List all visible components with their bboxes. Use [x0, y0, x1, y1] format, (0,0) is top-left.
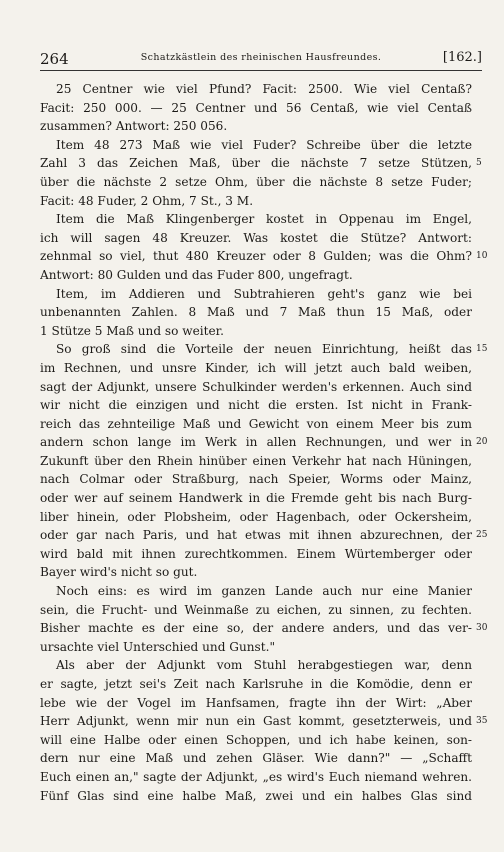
text-line: reich das zehnteilige Maß und Gewicht von einem Meer bis zum [40, 416, 472, 431]
text-line: dern nur eine Maß und zehen Gläser. Wie dann?" — „Schafft [40, 751, 472, 766]
text-line: wird bald mit ihnen zurechtkommen. Einem Würtemberger oder [40, 546, 472, 561]
text-line: zusammen? Antwort: 250 056. [40, 119, 228, 134]
text-line: sagt der Adjunkt, unsere Schulkinder werden's erkennen. Auch sind [40, 379, 472, 394]
running-header [40, 50, 482, 71]
text-line: er sagte, jetzt sei's Zeit nach Karlsruhe in die Komödie, denn er [40, 677, 472, 691]
text-line: im Rechnen, und unsre Kinder, ich will jetzt auch bald weiben, [40, 360, 472, 375]
text-line: Facit: 48 Fuder, 2 Ohm, 7 St., 3 M. [40, 193, 254, 208]
text-line: liber hinein, oder Plobsheim, oder Hagenbach, oder Ockersheim, [40, 509, 472, 524]
text-line: Als aber der Adjunkt vom Stuhl herabgestiegen war, denn [56, 658, 472, 673]
text-line: ursachte viel Unterschied und Gunst." [40, 639, 276, 654]
page-number: 264 [40, 50, 69, 68]
margin-line-number: 35 [476, 716, 488, 727]
text-line: 1 Stütze 5 Maß und so weiter. [40, 323, 224, 338]
text-line: Euch einen an," sagte der Adjunkt, „es wird's Euch niemand wehren. [40, 769, 472, 784]
text-line: ich will sagen 48 Kreuzer. Was kostet die Stütze? Antwort: [40, 230, 472, 245]
text-line: oder wer auf seinem Handwerk in die Fremde geht bis nach Burg- [40, 491, 472, 506]
margin-line-number: 10 [476, 251, 488, 262]
margin-line-number: 20 [476, 437, 488, 448]
margin-line-number: 30 [476, 623, 488, 634]
text-line: zehnmal so viel, thut 480 Kreuzer oder 8 Gulden; was die Ohm? [40, 249, 472, 264]
text-line: andern schon lange im Werk in allen Rechnungen, und wer in [40, 435, 472, 450]
text-line: unbenannten Zahlen. 8 Maß und 7 Maß thun 15 Maß, oder [40, 305, 472, 320]
text-line: Bayer wird's nicht so gut. [40, 565, 198, 580]
text-line: will eine Halbe oder einen Schoppen, und ich habe keinen, son- [40, 732, 472, 747]
text-line: So groß sind die Vorteile der neuen Einrichtung, heißt das [56, 342, 472, 357]
text-line: oder gar nach Paris, und hat etwas mit ihnen abzurechnen, der [40, 528, 472, 543]
text-line: Item 48 273 Maß wie viel Fuder? Schreibe über die letzte [56, 137, 472, 152]
text-line: Item, im Addieren und Subtrahieren geht's ganz wie bei [56, 286, 472, 301]
text-line: Facit: 250 000. — 25 Centner und 56 Centaß, wie viel Centaß [40, 100, 472, 115]
text-line: Zahl 3 das Zeichen Maß, über die nächste 7 setze Stützen, [40, 156, 472, 171]
running-title: Schatzkästlein des rheinischen Hausfreundes. [140, 52, 382, 63]
margin-line-number: 15 [476, 344, 488, 355]
text-line: wir nicht die einzigen und nicht die ersten. Ist nicht in Frank- [40, 398, 472, 413]
section-number: [162.] [442, 50, 482, 65]
text-line: lebe wie der Vogel im Hanfsamen, fragte ihn der Wirt: „Aber [40, 695, 472, 710]
body-text [40, 80, 472, 805]
text-line: Bisher machte es der eine so, der andere anders, und das ver- [40, 621, 472, 636]
text-line: nach Colmar oder Straßburg, nach Speier, Worms oder Mainz, [40, 472, 472, 487]
text-line: Herr Adjunkt, wenn mir nun ein Gast kommt, gesetzterweis, und [40, 714, 472, 729]
text-line: Fünf Glas sind eine halbe Maß, zwei und ein halbes Glas sind [40, 788, 472, 803]
text-line: Zukunft über den Rhein hinüber einen Verkehr hat nach Hüningen, [40, 453, 472, 468]
text-line: 25 Centner wie viel Pfund? Facit: 2500. Wie viel Centaß? [56, 82, 472, 96]
text-line: sein, die Frucht- und Weinmaße zu eichen, zu sinnen, zu fechten. [40, 602, 472, 617]
text-line: Antwort: 80 Gulden und das Fuder 800, ungefragt. [40, 267, 353, 282]
text-line: Item die Maß Klingenberger kostet in Oppenau im Engel, [56, 212, 472, 227]
text-line: Noch eins: es wird im ganzen Lande auch nur eine Manier [56, 584, 472, 599]
margin-line-number: 5 [476, 158, 482, 169]
text-line: über die nächste 2 setze Ohm, über die nächste 8 setze Fuder; [40, 174, 472, 189]
margin-line-number: 25 [476, 530, 488, 541]
